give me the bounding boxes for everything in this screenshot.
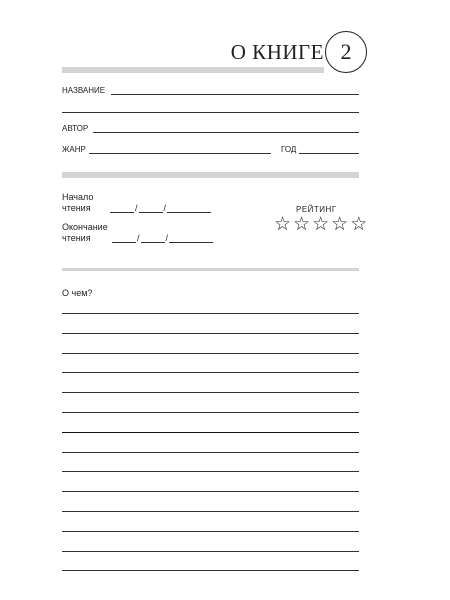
star-icon[interactable]: ☆	[331, 214, 349, 235]
page-title: О КНИГЕ	[230, 40, 324, 64]
rating-stars[interactable]	[274, 215, 367, 235]
about-line[interactable]	[62, 372, 359, 373]
star-icon[interactable]: ☆	[350, 214, 368, 235]
about-line[interactable]	[62, 412, 359, 413]
page-number-badge	[325, 31, 367, 73]
about-label: О чем?	[62, 288, 93, 298]
page-number: 2	[340, 39, 352, 64]
rating-label: РЕЙТИНГ	[296, 205, 337, 214]
header-band	[62, 67, 324, 73]
about-line[interactable]	[62, 432, 359, 433]
year-label: ГОД	[281, 145, 297, 154]
reading-start-label: Начало чтения	[62, 192, 94, 213]
reading-end-label: Окончание чтения	[62, 222, 108, 243]
genre-label: ЖАНР	[62, 145, 86, 154]
author-field[interactable]	[93, 132, 359, 133]
about-line[interactable]	[62, 511, 359, 512]
reading-start-date[interactable]: / /	[110, 203, 211, 213]
star-icon[interactable]: ☆	[312, 214, 330, 235]
author-label: АВТОР	[62, 124, 89, 133]
title-field-line-2[interactable]	[62, 112, 359, 113]
title-label: НАЗВАНИЕ	[62, 86, 106, 95]
about-line[interactable]	[62, 333, 359, 334]
title-field[interactable]	[111, 94, 359, 95]
reading-end-date[interactable]: / /	[112, 233, 213, 243]
about-line[interactable]	[62, 551, 359, 552]
about-line[interactable]	[62, 353, 359, 354]
end-day-field[interactable]	[112, 234, 136, 243]
star-icon[interactable]: ☆	[293, 214, 311, 235]
about-line[interactable]	[62, 471, 359, 472]
about-line[interactable]	[62, 570, 359, 571]
star-icon[interactable]: ☆	[274, 214, 292, 235]
about-line[interactable]	[62, 313, 359, 314]
about-line[interactable]	[62, 531, 359, 532]
about-line[interactable]	[62, 392, 359, 393]
year-field[interactable]	[299, 153, 359, 154]
start-day-field[interactable]	[110, 204, 134, 213]
end-year-field[interactable]	[169, 234, 213, 243]
start-year-field[interactable]	[167, 204, 211, 213]
end-month-field[interactable]	[141, 234, 165, 243]
genre-field[interactable]	[89, 153, 271, 154]
about-line[interactable]	[62, 452, 359, 453]
section-divider-band	[62, 172, 359, 178]
about-line[interactable]	[62, 491, 359, 492]
start-month-field[interactable]	[139, 204, 163, 213]
section-divider-thin	[62, 268, 359, 271]
